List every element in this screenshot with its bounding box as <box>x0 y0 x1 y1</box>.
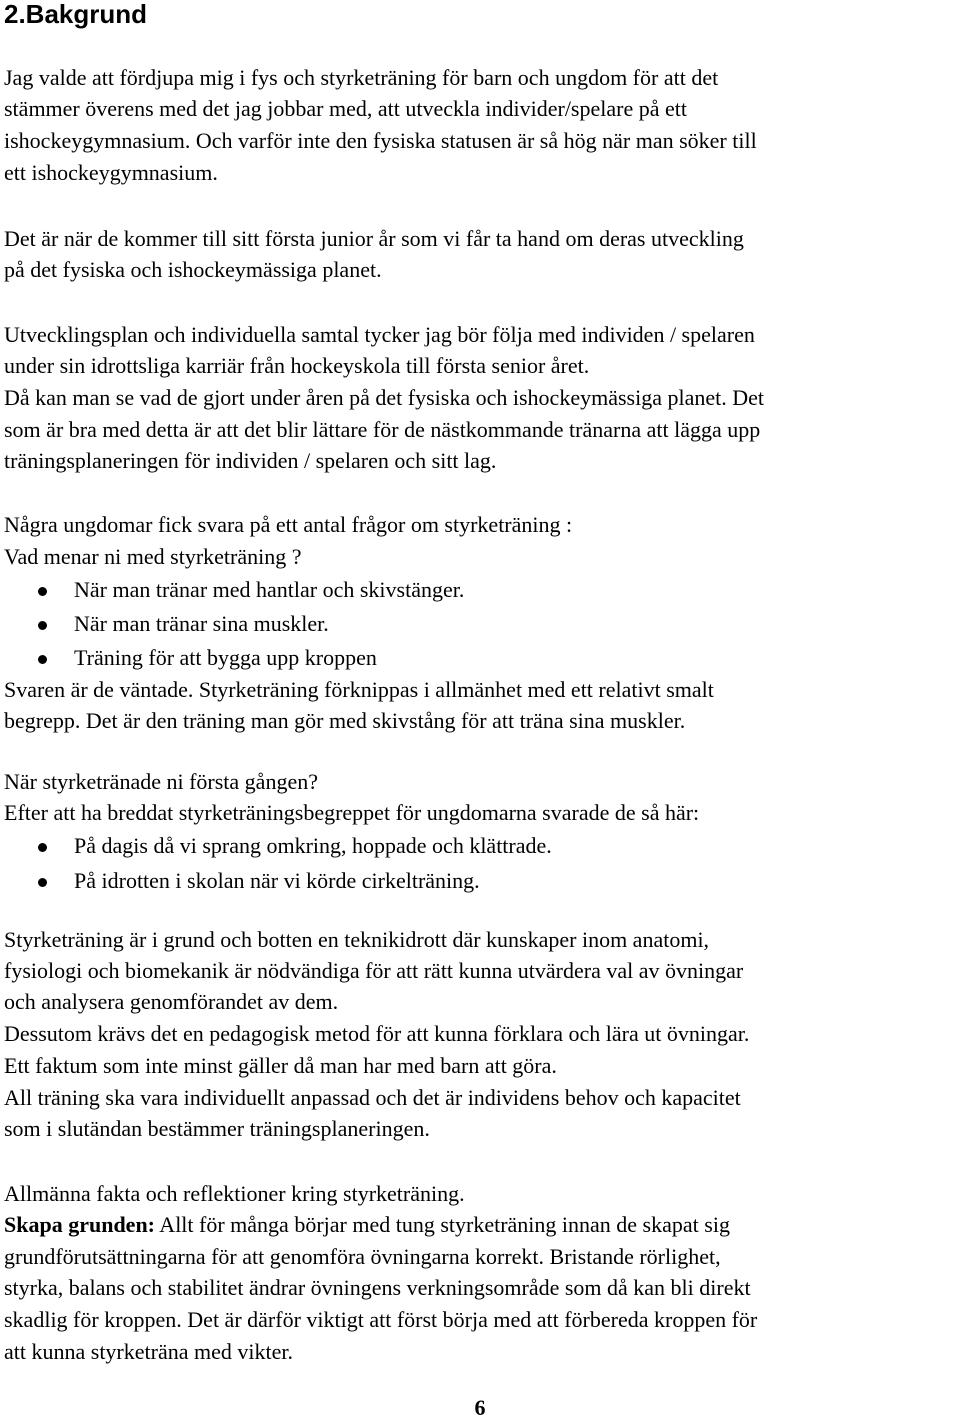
section-heading: 2.Bakgrund <box>4 0 148 29</box>
paragraph-line: träningsplaneringen för individen / spelaren och sitt lag. <box>4 448 497 473</box>
survey-question: När styrketränade ni första gången? <box>4 769 318 794</box>
paragraph-line: som är bra med detta är att det blir lättare för de nästkommande tränarna att lägga upp <box>4 417 761 442</box>
list-item: På idrotten i skolan när vi körde cirkelträning. <box>74 868 480 893</box>
paragraph-line: begrepp. Det är den träning man gör med skivstång för att träna sina muskler. <box>4 708 686 733</box>
paragraph-line: Dessutom krävs det en pedagogisk metod för att kunna förklara och lära ut övningar. <box>4 1021 750 1046</box>
list-item: Träning för att bygga upp kroppen <box>74 645 377 670</box>
paragraph-line: skadlig för kroppen. Det är därför viktigt att först börja med att förbereda kroppen för <box>4 1307 758 1332</box>
paragraph-line: stämmer överens med det jag jobbar med, att utveckla individer/spelare på ett <box>4 96 687 121</box>
paragraph-line: Då kan man se vad de gjort under åren på det fysiska och ishockeymässiga planet. Det <box>4 385 764 410</box>
paragraph-line: på det fysiska och ishockeymässiga planet. <box>4 257 382 282</box>
paragraph-line: under sin idrottsliga karriär från hockeyskola till första senior året. <box>4 353 590 378</box>
paragraph-line: att kunna styrketräna med vikter. <box>4 1339 293 1364</box>
paragraph-line <box>4 1211 730 1239</box>
survey-intro: Några ungdomar fick svara på ett antal frågor om styrketräning : <box>4 512 573 537</box>
paragraph-line: fysiologi och biomekanik är nödvändiga för att rätt kunna utvärdera val av övningar <box>4 958 744 983</box>
paragraph-line: Styrketräning är i grund och botten en teknikidrott där kunskaper inom anatomi, <box>4 927 710 952</box>
facts-label: Skapa grunden: <box>4 1212 156 1237</box>
paragraph-line: ishockeygymnasium. Och varför inte den fysiska statusen är så hög när man söker till <box>4 128 757 153</box>
paragraph-line: grundförutsättningarna för att genomföra övningarna korrekt. Bristande rörlighet, <box>4 1244 721 1269</box>
list-item: På dagis då vi sprang omkring, hoppade och klättrade. <box>74 833 552 858</box>
paragraph-line: som i slutändan bestämmer träningsplaneringen. <box>4 1116 430 1141</box>
bullet-icon <box>38 878 47 887</box>
bullet-icon <box>38 621 47 630</box>
bullet-icon <box>38 843 47 852</box>
paragraph-line: Utvecklingsplan och individuella samtal tycker jag bör följa med individen / spelaren <box>4 322 755 347</box>
list-item: När man tränar med hantlar och skivstänger. <box>74 577 465 602</box>
bullet-icon <box>38 655 47 664</box>
paragraph-line: Ett faktum som inte minst gäller då man har med barn att göra. <box>4 1053 557 1078</box>
paragraph-line: Efter att ha breddat styrketräningsbegreppet för ungdomarna svarade de så här: <box>4 800 700 825</box>
page-number: 6 <box>474 1395 486 1420</box>
facts-text: Allt för många börjar med tung styrketräning innan de skapat sig <box>155 1212 730 1237</box>
paragraph-line: styrka, balans och stabilitet ändrar övningens verkningsområde som då kan bli direkt <box>4 1275 751 1300</box>
list-item: När man tränar sina muskler. <box>74 611 329 636</box>
paragraph-line: Svaren är de väntade. Styrketräning förknippas i allmänhet med ett relativt smalt <box>4 677 714 702</box>
bullet-icon <box>38 587 47 596</box>
paragraph-line: ett ishockeygymnasium. <box>4 160 218 185</box>
paragraph-line: och analysera genomförandet av dem. <box>4 989 339 1014</box>
paragraph-line: All träning ska vara individuellt anpassad och det är individens behov och kapacitet <box>4 1085 741 1110</box>
paragraph-line: Jag valde att fördjupa mig i fys och styrketräning för barn och ungdom för att det <box>4 65 719 90</box>
facts-title: Allmänna fakta och reflektioner kring styrketräning. <box>4 1181 465 1206</box>
survey-question: Vad menar ni med styrketräning ? <box>4 544 302 569</box>
paragraph-line: Det är när de kommer till sitt första junior år som vi får ta hand om deras utveckling <box>4 226 744 251</box>
